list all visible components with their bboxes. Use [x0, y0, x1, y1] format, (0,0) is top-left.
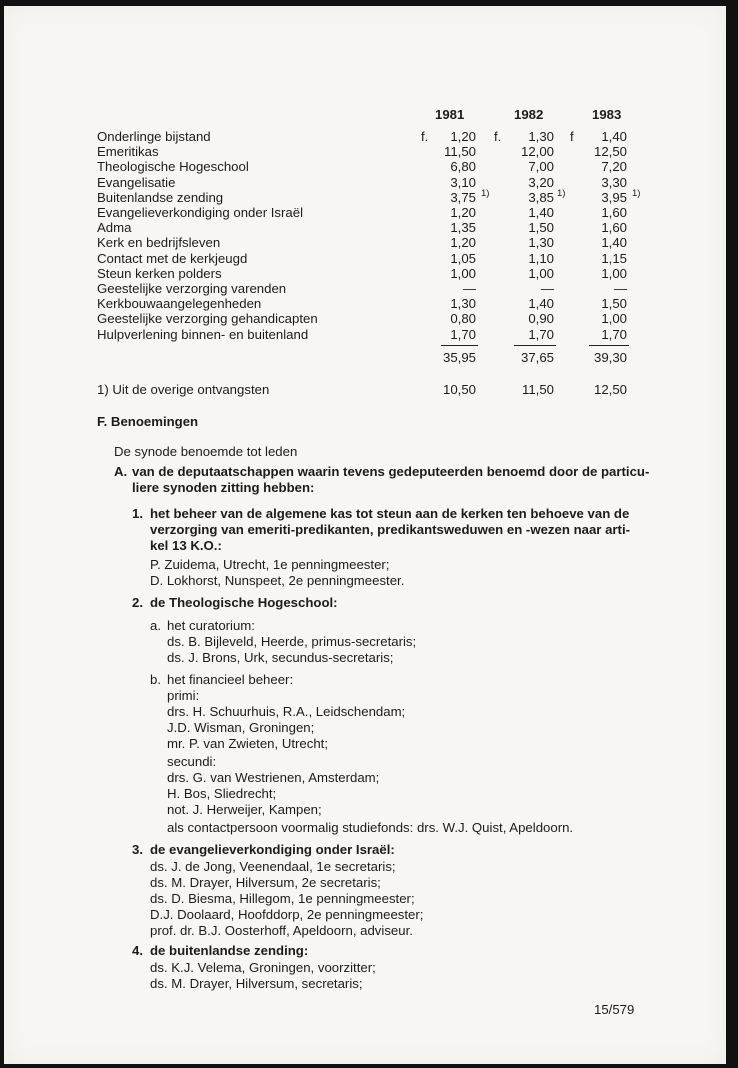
item-3-person-3: ds. D. Biesma, Hillegom, 1e penningmeester; — [150, 891, 415, 906]
row-value-1982: 1,30 — [528, 129, 554, 144]
row-value-1982: 1,40 — [528, 296, 554, 312]
footnote-label: 1) Uit de overige ontvangsten — [97, 382, 270, 397]
row-value-1982: 1,00 — [528, 265, 554, 281]
item-2a-letter: a. — [150, 618, 161, 633]
item-3-person-1: ds. J. de Jong, Veenendaal, 1e secretaris; — [150, 859, 396, 874]
item-4-title: de buitenlandse zending: — [150, 943, 309, 958]
document-page — [4, 6, 726, 1064]
item-2b-person-1: drs. H. Schuurhuis, R.A., Leidschendam; — [167, 704, 406, 719]
row-value-1983: 1,15 — [601, 250, 627, 266]
point-a-letter: A. — [114, 464, 128, 479]
total-1982: 37,65 — [520, 350, 554, 365]
row-value-1982: 12,00 — [520, 144, 554, 160]
row-value-1983: 1,00 — [601, 265, 627, 281]
row-label: Evangelieverkondiging onder Israël — [97, 205, 304, 220]
row-value-1981: 1,20 — [450, 205, 476, 220]
item-1-number: 1. — [132, 506, 143, 521]
row-value-1982: 7,00 — [528, 159, 554, 175]
item-1-person-1: P. Zuidema, Utrecht, 1e penningmeester; — [150, 557, 390, 572]
item-3-person-4: D.J. Doolaard, Hoofddorp, 2e penningmeester; — [150, 907, 424, 922]
row-label: Geestelijke verzorging varenden — [97, 281, 287, 296]
item-2b-person-2: J.D. Wisman, Groningen; — [167, 720, 315, 735]
row-label: Kerk en bedrijfsleven — [97, 235, 221, 251]
item-2b-secundus-2: H. Bos, Sliedrecht; — [167, 786, 277, 801]
row-value-1981: 1,20 — [450, 129, 476, 144]
footnote-1981: 10,50 — [442, 382, 476, 397]
row-value-1983: 1,60 — [601, 205, 627, 220]
item-2-title: de Theologische Hogeschool: — [150, 595, 338, 610]
footnote-marker: 1) — [632, 187, 641, 199]
item-3-person-5: prof. dr. B.J. Oosterhoff, Apeldoorn, adviseur. — [150, 923, 413, 938]
row-value-1982: 1,70 — [528, 326, 554, 342]
item-1-line-3: kel 13 K.O.: — [150, 538, 222, 553]
item-1-person-2: D. Lokhorst, Nunspeet, 2e penningmeester. — [150, 573, 405, 588]
item-4-person-1: ds. K.J. Velema, Groningen, voorzitter; — [150, 960, 376, 975]
row-value-1983: 3,30 — [601, 174, 627, 190]
total-rule-1981 — [441, 345, 478, 346]
total-rule-1983 — [589, 345, 629, 346]
row-label: Buitenlandse zending — [97, 189, 224, 205]
total-1983: 39,30 — [593, 350, 627, 365]
total-1981: 35,95 — [442, 350, 476, 365]
row-value-1981: 3,75 — [450, 189, 476, 205]
row-label: Steun kerken polders — [97, 265, 222, 281]
currency-1982: f. — [494, 129, 502, 144]
row-value-1981: 1,30 — [450, 296, 476, 312]
row-value-1981: 0,80 — [450, 311, 476, 327]
row-value-1981: 1,70 — [450, 326, 476, 342]
row-label: Evangelisatie — [97, 174, 176, 190]
year-1983: 1983 — [592, 107, 622, 122]
row-value-1981: — — [462, 281, 476, 296]
row-value-1983: 1,60 — [601, 220, 627, 236]
item-2b-primi: primi: — [167, 688, 200, 703]
row-label: Adma — [97, 220, 132, 236]
item-1-line-1: het beheer van de algemene kas tot steun aan de kerken ten behoeve van de — [150, 506, 630, 521]
row-label: Emeritikas — [97, 144, 159, 160]
row-value-1981: 3,10 — [450, 174, 476, 190]
item-2b-title: het financieel beheer: — [167, 672, 294, 687]
row-value-1983: 1,50 — [601, 296, 627, 312]
row-value-1982: 1,10 — [528, 250, 554, 266]
year-1981: 1981 — [435, 107, 465, 122]
section-intro: De synode benoemde tot leden — [114, 444, 298, 459]
item-2a-person-1: ds. B. Bijleveld, Heerde, primus-secretaris; — [167, 634, 417, 649]
row-value-1983: 1,70 — [601, 326, 627, 342]
row-value-1982: — — [540, 281, 554, 296]
footnote-marker: 1) — [557, 187, 566, 199]
row-value-1981: 1,35 — [450, 220, 476, 236]
row-label: Kerkbouwaangelegenheden — [97, 296, 262, 312]
item-2b-letter: b. — [150, 672, 161, 687]
footnote-1982: 11,50 — [521, 382, 554, 397]
row-value-1983: 1,40 — [601, 235, 627, 251]
row-value-1983: 1,00 — [601, 311, 627, 327]
item-4-number: 4. — [132, 943, 143, 958]
item-2a-title: het curatorium: — [167, 618, 255, 633]
row-value-1982: 0,90 — [528, 311, 554, 327]
row-label: Theologische Hogeschool — [97, 159, 249, 175]
currency-1981: f. — [421, 129, 429, 144]
row-value-1983: 7,20 — [601, 159, 627, 175]
point-a-text-2: liere synoden zitting hebben: — [132, 480, 315, 495]
footnote-1983: 12,50 — [593, 382, 627, 397]
item-2a-person-2: ds. J. Brons, Urk, secundus-secretaris; — [167, 650, 394, 665]
item-1-line-2: verzorging van emeriti-predikanten, predikantsweduwen en -wezen naar arti- — [150, 522, 630, 537]
row-value-1981: 1,05 — [450, 250, 476, 266]
row-value-1982: 3,85 — [528, 189, 554, 205]
row-label: Geestelijke verzorging gehandicapten — [97, 311, 318, 327]
point-a-text-1: van de deputaatschappen waarin tevens gedeputeerden benoemd door de particu- — [132, 464, 650, 479]
row-value-1983: 12,50 — [593, 144, 627, 160]
footnote-marker: 1) — [481, 187, 490, 199]
item-2b-contact: als contactpersoon voormalig studiefonds: drs. W.J. Quist, Apeldoorn. — [167, 820, 574, 835]
total-rule-1982 — [514, 345, 556, 346]
page-number: 15/579 — [594, 1002, 635, 1017]
row-label: Hulpverlening binnen- en buitenland — [97, 326, 309, 342]
item-2b-person-3: mr. P. van Zwieten, Utrecht; — [167, 736, 328, 751]
item-3-person-2: ds. M. Drayer, Hilversum, 2e secretaris; — [150, 875, 381, 890]
row-label: Contact met de kerkjeugd — [97, 250, 248, 266]
row-value-1982: 3,20 — [528, 174, 554, 190]
row-value-1983: 3,95 — [601, 189, 627, 205]
row-value-1981: 1,20 — [450, 235, 476, 251]
row-value-1981: 6,80 — [450, 159, 476, 175]
item-2b-secundus-3: not. J. Herweijer, Kampen; — [167, 802, 322, 817]
row-value-1982: 1,30 — [528, 235, 554, 251]
item-3-title: de evangelieverkondiging onder Israël: — [150, 842, 395, 857]
row-value-1983: 1,40 — [601, 129, 627, 144]
row-value-1981: 1,00 — [450, 265, 476, 281]
item-2b-secundi: secundi: — [167, 754, 217, 769]
row-value-1982: 1,50 — [528, 220, 554, 236]
row-value-1981: 11,50 — [443, 144, 476, 160]
row-label: Onderlinge bijstand — [97, 129, 211, 144]
currency-1983: f — [570, 129, 574, 144]
item-4-person-2: ds. M. Drayer, Hilversum, secretaris; — [150, 976, 363, 991]
item-2-number: 2. — [132, 595, 143, 610]
row-value-1983: — — [613, 281, 627, 296]
item-2b-secundus-1: drs. G. van Westrienen, Amsterdam; — [167, 770, 380, 785]
year-1982: 1982 — [514, 107, 544, 122]
row-value-1982: 1,40 — [528, 205, 554, 220]
item-3-number: 3. — [132, 842, 143, 857]
section-heading: F. Benoemingen — [97, 414, 199, 429]
